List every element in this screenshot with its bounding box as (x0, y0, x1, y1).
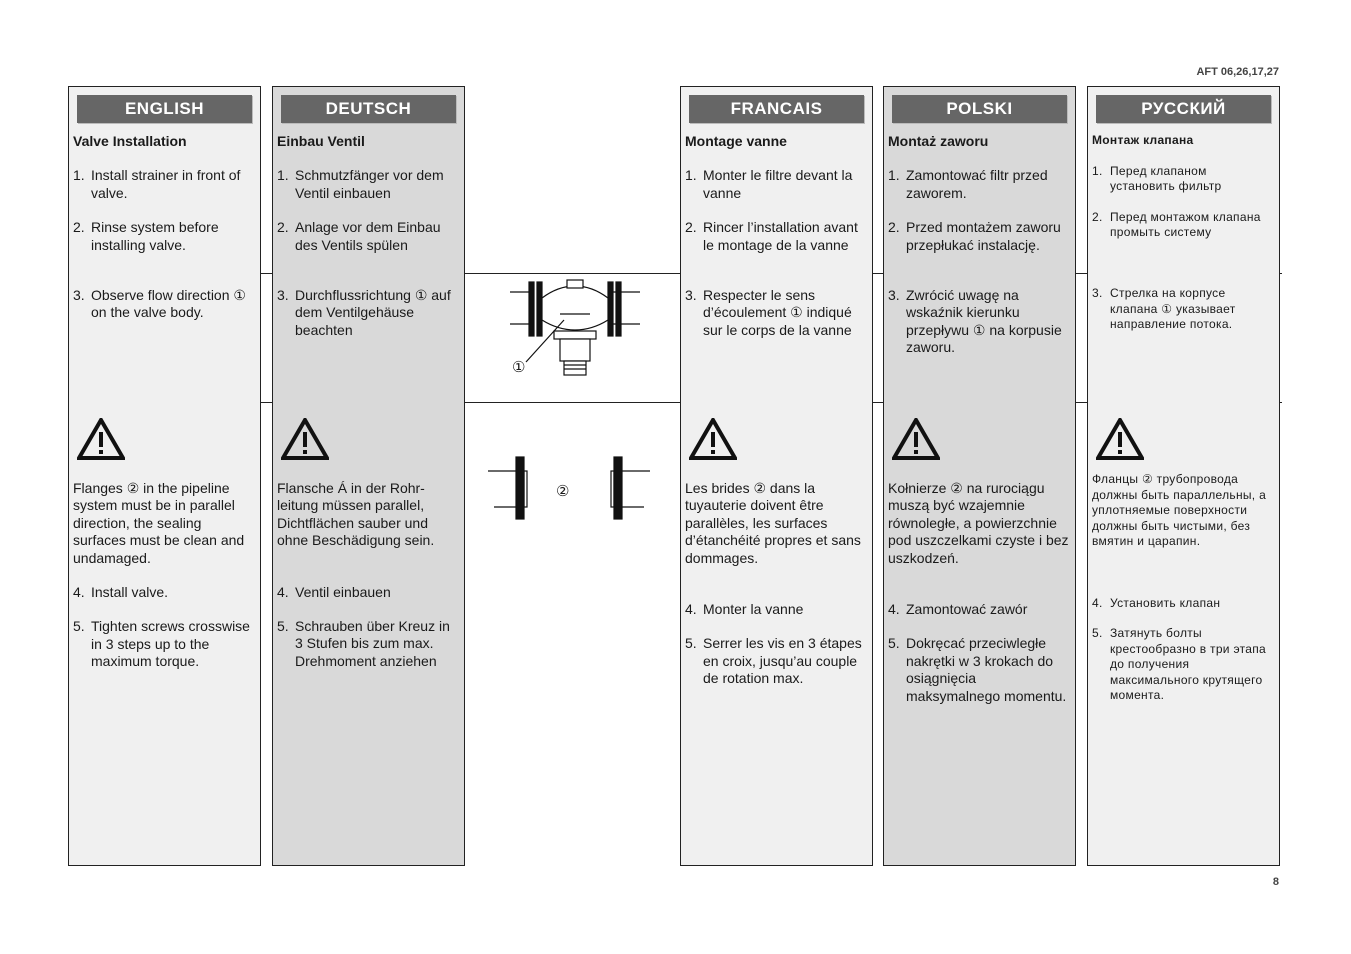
step-item (73, 584, 256, 601)
section-preparation (69, 123, 260, 273)
step-text: Затянуть болты крестообразно в три этапа до получения максимального крутящего момента. (1110, 626, 1267, 702)
valve-flow-direction-illustration (500, 276, 650, 396)
column-deutsch (272, 86, 465, 866)
step-text: Zwrócić uwagę na wskaźnik kierunku przepływu ① na korpusie zaworu. (906, 287, 1062, 356)
step-item (888, 167, 1071, 202)
warning-triangle-icon (689, 418, 737, 460)
column-polski (883, 86, 1076, 866)
warning-triangle-icon (281, 418, 329, 460)
section-title: Монтаж клапана (1092, 133, 1194, 147)
step-item (1092, 164, 1275, 195)
step-text: Rincer l’installation avant le montage de la vanne (703, 219, 858, 253)
step-text: Przed montażem zaworu przepłukać instalację. (906, 219, 1061, 253)
step-text: Zamontować zawór (906, 601, 1028, 618)
step-text: Установить клапан (1110, 595, 1221, 610)
step-number: 5. (277, 618, 289, 635)
warning-text: Les brides ② dans la tuyauterie doivent être parallèles, les surfaces d’étanchéité propres et sans dommages. (685, 480, 861, 566)
step-text: Ventil einbauen (295, 583, 391, 600)
step-number: 2. (685, 219, 697, 236)
section-flow-direction (884, 274, 1075, 403)
step-item (888, 601, 1071, 618)
warning-triangle-icon (892, 418, 940, 460)
step-number: 3. (73, 287, 85, 303)
step-number: 2. (277, 219, 289, 236)
step-number: 2. (73, 219, 85, 236)
step-item (685, 635, 868, 687)
section-installation (1088, 404, 1279, 865)
step-number: 4. (73, 584, 85, 601)
step-text: Durchflussrichtung ① auf dem Ventilgehäuse beachten (295, 287, 451, 338)
step-text: Schrauben über Kreuz in 3 Stufen bis zum max. Drehmoment anziehen (295, 618, 450, 669)
step-text: Install valve. (91, 584, 169, 601)
language-header: FRANCAIS (689, 95, 864, 123)
step-item (888, 635, 1071, 705)
step-number: 3. (685, 287, 697, 303)
step-item (685, 167, 868, 202)
language-header: ENGLISH (77, 95, 252, 123)
step-item (277, 584, 460, 601)
section-title: Einbau Ventil (277, 133, 365, 149)
step-item (888, 287, 1071, 357)
step-item (277, 219, 460, 254)
step-number: 1. (277, 167, 289, 184)
step-number: 4. (277, 583, 289, 600)
section-flow-direction (273, 274, 464, 403)
step-text: Observe flow direction ① on the valve body. (91, 287, 246, 321)
step-text: Anlage vor dem Einbau des Ventils spülen (295, 219, 441, 253)
step-number: 5. (685, 635, 697, 652)
section-installation (69, 404, 260, 865)
language-header: DEUTSCH (281, 95, 456, 123)
step-number: 3. (277, 287, 289, 303)
step-number: 3. (1092, 286, 1103, 300)
language-header: РУССКИЙ (1096, 95, 1271, 123)
warning-triangle-icon (77, 418, 125, 460)
step-text: Zamontować filtr przed zaworem. (906, 167, 1048, 201)
step-number: 4. (1092, 595, 1103, 610)
section-title: Montage vanne (685, 133, 787, 149)
step-number: 1. (73, 167, 85, 184)
step-item (888, 219, 1071, 254)
document-code: AFT 06,26,17,27 (1196, 66, 1279, 78)
step-item (277, 618, 460, 670)
section-title: Valve Installation (73, 133, 187, 149)
step-item (1092, 286, 1275, 333)
step-number: 4. (685, 601, 697, 618)
step-number: 2. (888, 219, 900, 236)
step-number: 3. (888, 287, 900, 303)
flow-direction-marker: ① (512, 359, 526, 376)
section-preparation (273, 123, 464, 273)
column-russian (1087, 86, 1280, 866)
step-item (73, 219, 256, 254)
step-item (277, 167, 460, 202)
step-item (1092, 210, 1275, 241)
step-number: 5. (888, 635, 900, 652)
language-header: POLSKI (892, 95, 1067, 123)
section-preparation (1088, 123, 1279, 273)
step-text: Перед клапаном установить фильтр (1110, 163, 1222, 193)
warning-text: Kołnierze ② na rurociągu muszą być wzajemnie równoległe, a powierzchnie pod uszczelkami czyste i bez uszkodzeń. (888, 480, 1069, 566)
step-text: Стрелка на корпусе клапана ① указывает направление потока. (1110, 286, 1236, 331)
step-text: Serrer les vis en 3 étapes en croix, jusqu’au couple de rotation max. (703, 635, 862, 687)
step-number: 1. (888, 167, 900, 184)
section-flow-direction (1088, 274, 1279, 403)
step-text: Install strainer in front of valve. (91, 167, 241, 201)
step-item (73, 618, 256, 670)
section-installation (681, 404, 872, 865)
warning-triangle-icon (1096, 418, 1144, 460)
warning-text: Flanges ② in the pipeline system must be in parallel direction, the sealing surfaces must be clean and undamaged. (73, 480, 245, 566)
section-preparation (884, 123, 1075, 273)
step-number: 2. (1092, 209, 1103, 224)
step-text: Monter le filtre devant la vanne (703, 167, 853, 201)
step-text: Tighten screws crosswise in 3 steps up to the maximum torque. (91, 618, 250, 670)
step-item (73, 287, 256, 322)
step-number: 4. (888, 601, 900, 618)
step-item (1092, 626, 1275, 704)
step-item (73, 167, 256, 202)
warning-text: Фланцы ② трубопровода должны быть параллельны, а уплотняемые поверхности должны быть чистыми, без вмятин и царапин. (1092, 472, 1267, 548)
step-number: 1. (685, 167, 697, 184)
section-flow-direction (681, 274, 872, 403)
step-item (685, 219, 868, 254)
step-item (1092, 596, 1275, 612)
step-text: Dokręcać przeciwległe nakrętki w 3 krokach do osiągnięcia maksymalnego momentu. (906, 635, 1067, 704)
step-text: Schmutzfänger vor dem Ventil einbauen (295, 167, 444, 201)
step-number: 5. (73, 618, 85, 635)
step-text: Перед монтажом клапана промыть систему (1110, 209, 1261, 239)
section-flow-direction (69, 274, 260, 403)
section-installation (273, 404, 464, 865)
step-item (685, 287, 868, 339)
step-text: Rinse system before installing valve. (91, 219, 219, 253)
page-number: 8 (1272, 876, 1279, 888)
step-number: 1. (1092, 163, 1103, 178)
step-text: Monter la vanne (703, 601, 804, 618)
column-francais (680, 86, 873, 866)
step-item (277, 287, 460, 339)
section-preparation (681, 123, 872, 273)
flange-marker: ② (556, 483, 570, 500)
section-title: Montaż zaworu (888, 133, 989, 149)
step-text: Respecter le sens d’écoulement ① indiqué sur le corps de la vanne (703, 287, 852, 338)
section-installation (884, 404, 1075, 865)
step-number: 5. (1092, 626, 1103, 640)
warning-text: Flansche Á in der Rohr-leitung müssen parallel, Dichtflächen sauber und ohne Beschädigung sein. (277, 480, 435, 549)
step-item (685, 601, 868, 618)
column-english (68, 86, 261, 866)
